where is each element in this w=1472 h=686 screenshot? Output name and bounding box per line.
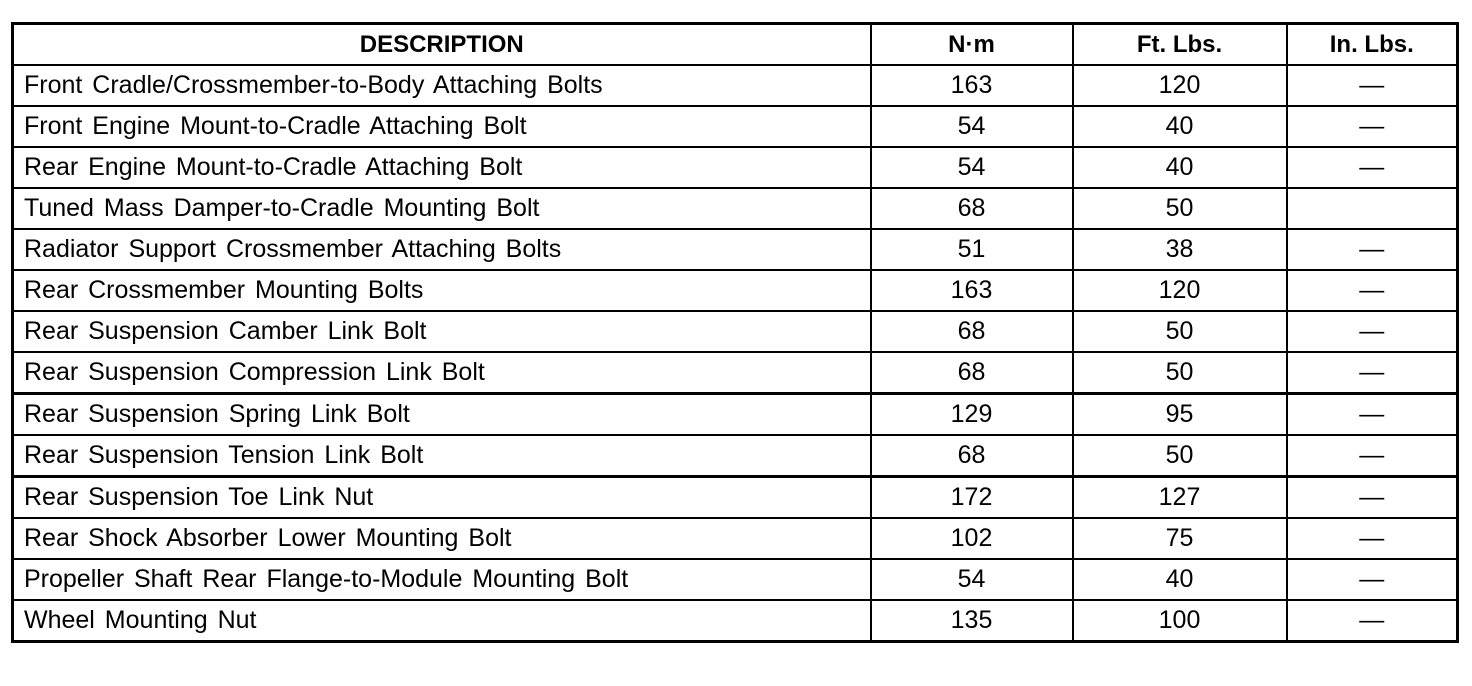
cell-ft-lbs: 120 (1073, 65, 1287, 106)
cell-ft-lbs: 120 (1073, 270, 1287, 311)
cell-ft-lbs: 50 (1073, 311, 1287, 352)
torque-spec-table (11, 22, 1459, 643)
cell-nm: 54 (871, 147, 1073, 188)
table-row (13, 435, 1458, 477)
cell-description: Rear Crossmember Mounting Bolts (13, 270, 871, 311)
table-row (13, 477, 1458, 519)
header-nm: N·m (871, 24, 1073, 66)
table-row (13, 352, 1458, 394)
cell-in-lbs: — (1287, 600, 1458, 642)
cell-description: Rear Suspension Camber Link Bolt (13, 311, 871, 352)
cell-description: Propeller Shaft Rear Flange-to-Module Mounting Bolt (13, 559, 871, 600)
cell-ft-lbs: 50 (1073, 188, 1287, 229)
table-row (13, 106, 1458, 147)
cell-description: Rear Engine Mount-to-Cradle Attaching Bolt (13, 147, 871, 188)
header-ft-lbs: Ft. Lbs. (1073, 24, 1287, 66)
cell-nm: 68 (871, 311, 1073, 352)
cell-nm: 54 (871, 106, 1073, 147)
cell-description: Rear Suspension Toe Link Nut (13, 477, 871, 519)
cell-in-lbs: — (1287, 518, 1458, 559)
table-row (13, 188, 1458, 229)
cell-in-lbs: — (1287, 559, 1458, 600)
table-row (13, 270, 1458, 311)
cell-ft-lbs: 95 (1073, 394, 1287, 436)
cell-nm: 129 (871, 394, 1073, 436)
cell-in-lbs: — (1287, 477, 1458, 519)
cell-nm: 135 (871, 600, 1073, 642)
cell-description: Rear Suspension Compression Link Bolt (13, 352, 871, 394)
cell-description: Rear Suspension Spring Link Bolt (13, 394, 871, 436)
table-row (13, 311, 1458, 352)
cell-ft-lbs: 75 (1073, 518, 1287, 559)
cell-nm: 68 (871, 352, 1073, 394)
cell-ft-lbs: 50 (1073, 435, 1287, 477)
cell-nm: 172 (871, 477, 1073, 519)
cell-nm: 68 (871, 188, 1073, 229)
cell-in-lbs: — (1287, 270, 1458, 311)
cell-description: Tuned Mass Damper-to-Cradle Mounting Bolt (13, 188, 871, 229)
cell-nm: 163 (871, 65, 1073, 106)
cell-description: Front Engine Mount-to-Cradle Attaching Bolt (13, 106, 871, 147)
table-row (13, 147, 1458, 188)
cell-ft-lbs: 40 (1073, 106, 1287, 147)
cell-ft-lbs: 127 (1073, 477, 1287, 519)
cell-ft-lbs: 50 (1073, 352, 1287, 394)
cell-nm: 102 (871, 518, 1073, 559)
cell-nm: 51 (871, 229, 1073, 270)
cell-ft-lbs: 40 (1073, 559, 1287, 600)
table-row (13, 229, 1458, 270)
cell-in-lbs: — (1287, 106, 1458, 147)
header-in-lbs: In. Lbs. (1287, 24, 1458, 66)
cell-description: Wheel Mounting Nut (13, 600, 871, 642)
cell-in-lbs: — (1287, 352, 1458, 394)
cell-nm: 68 (871, 435, 1073, 477)
cell-ft-lbs: 40 (1073, 147, 1287, 188)
header-description: DESCRIPTION (13, 24, 871, 66)
cell-in-lbs: — (1287, 65, 1458, 106)
cell-in-lbs: — (1287, 394, 1458, 436)
cell-description: Radiator Support Crossmember Attaching Bolts (13, 229, 871, 270)
cell-in-lbs: — (1287, 147, 1458, 188)
table-row (13, 65, 1458, 106)
table-row (13, 600, 1458, 642)
table-row (13, 518, 1458, 559)
table-row (13, 394, 1458, 436)
cell-in-lbs (1287, 188, 1458, 229)
cell-nm: 163 (871, 270, 1073, 311)
table-row (13, 559, 1458, 600)
cell-description: Rear Suspension Tension Link Bolt (13, 435, 871, 477)
cell-in-lbs: — (1287, 229, 1458, 270)
header-row (13, 24, 1458, 66)
cell-in-lbs: — (1287, 435, 1458, 477)
cell-description: Front Cradle/Crossmember-to-Body Attaching Bolts (13, 65, 871, 106)
cell-ft-lbs: 38 (1073, 229, 1287, 270)
cell-ft-lbs: 100 (1073, 600, 1287, 642)
cell-description: Rear Shock Absorber Lower Mounting Bolt (13, 518, 871, 559)
cell-in-lbs: — (1287, 311, 1458, 352)
cell-nm: 54 (871, 559, 1073, 600)
